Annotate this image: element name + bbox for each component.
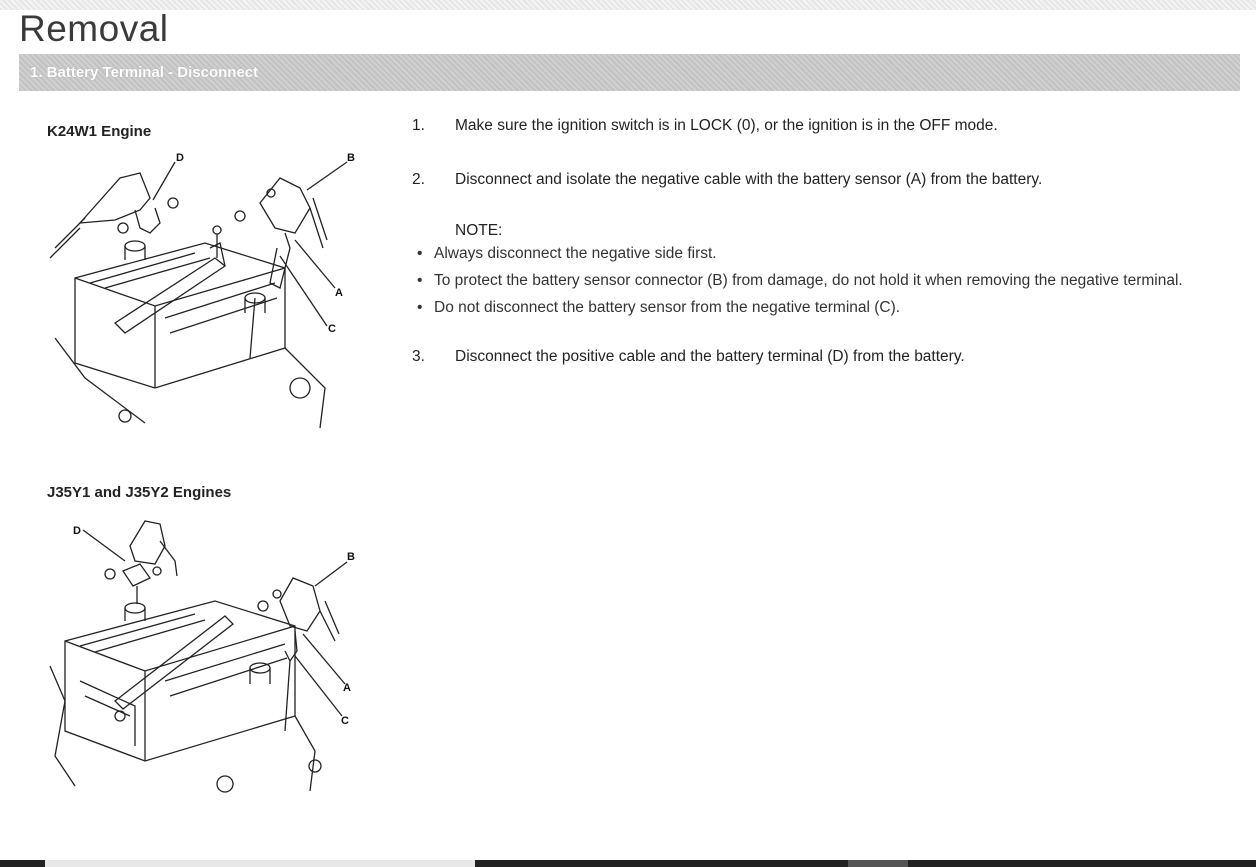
step-text: Disconnect the positive cable and the battery terminal (D) from the battery.	[455, 348, 965, 365]
battery-diagram-j35y	[45, 516, 365, 801]
bullet-icon: •	[417, 272, 423, 289]
callout-b: B	[347, 152, 355, 164]
bottom-scrollbar[interactable]	[0, 860, 1256, 867]
bullet-icon: •	[417, 299, 423, 316]
step-text: Make sure the ignition switch is in LOCK (0), or the ignition is in the OFF mode.	[455, 117, 998, 134]
callout-d: D	[176, 152, 184, 164]
bullet-icon: •	[417, 245, 423, 262]
note-item	[415, 299, 1183, 326]
scrollbar-thumb[interactable]	[848, 860, 908, 867]
top-decorative-strip	[0, 0, 1256, 10]
callout-b: B	[347, 551, 355, 563]
note-item-text: Always disconnect the negative side first.	[434, 245, 717, 262]
figure-2-heading: J35Y1 and J35Y2 Engines	[47, 484, 232, 501]
callout-d: D	[73, 525, 81, 537]
step-text: Disconnect and isolate the negative cable with the battery sensor (A) from the battery.	[455, 171, 1043, 188]
note-item	[415, 245, 1183, 272]
scrollbar-track-segment	[45, 860, 475, 867]
step-number: 1.	[412, 117, 425, 134]
note-list	[415, 245, 1183, 326]
note-item-text: To protect the battery sensor connector (B) from damage, do not hold it when removing the negative terminal.	[434, 272, 1183, 289]
note-item	[415, 272, 1183, 299]
section-title: 1. Battery Terminal - Disconnect	[30, 64, 259, 81]
section-header-bar[interactable]	[19, 54, 1240, 91]
callout-a: A	[335, 287, 343, 299]
step-number: 2.	[412, 171, 425, 188]
note-label: NOTE:	[455, 222, 503, 239]
step-number: 3.	[412, 348, 425, 365]
callout-a: A	[343, 682, 351, 694]
callout-c: C	[341, 715, 349, 727]
note-item-text: Do not disconnect the battery sensor from the negative terminal (C).	[434, 299, 901, 316]
battery-diagram-k24w1	[45, 148, 365, 433]
page-title: Removal	[19, 8, 169, 49]
figure-1-heading: K24W1 Engine	[47, 123, 152, 140]
callout-c: C	[328, 323, 336, 335]
